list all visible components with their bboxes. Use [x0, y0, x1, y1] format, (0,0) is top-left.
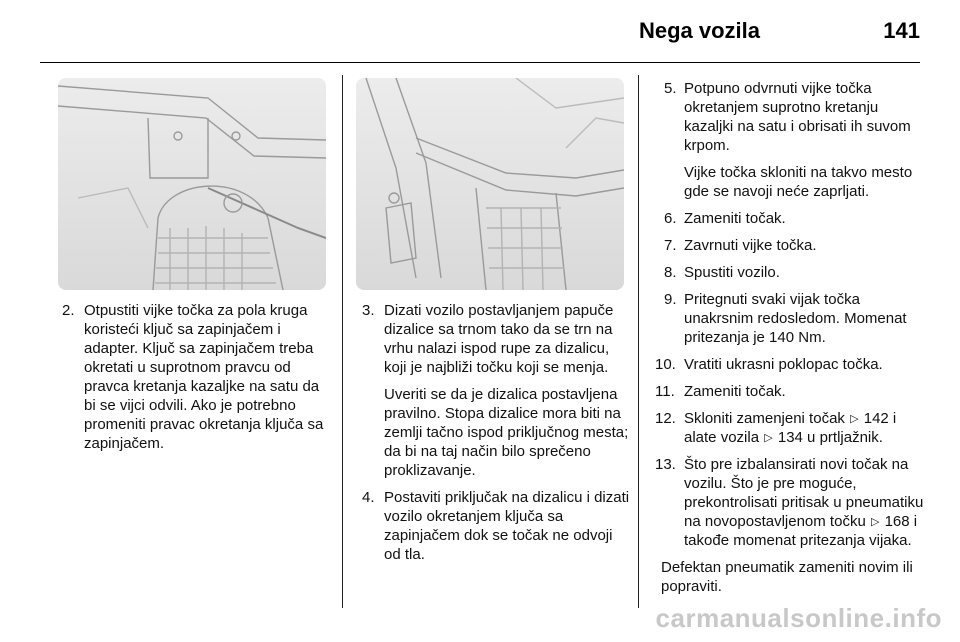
- step-number: 6.: [664, 210, 677, 227]
- step-number: 11.: [655, 383, 675, 400]
- wheel-bolts-drawing: [58, 78, 326, 290]
- wheel-bolts-illustration: [58, 78, 326, 290]
- step-number: 7.: [664, 237, 677, 254]
- step-text: Postaviti priključak na dizalicu i dizati vozilo okretanjem ključa sa zapinjačem dok se točak ne odvoji od tla.: [384, 489, 630, 563]
- step-text: Zameniti točak.: [684, 383, 786, 400]
- step-5: [655, 79, 925, 201]
- step-number: 5.: [664, 80, 677, 97]
- step-text: Otpustiti vijke točka za pola kruga koristeći ključ sa zapinjačem i adapter. Ključ sa zapinjačem treba okretati u suprotnom pravcu od pravca kretanja kazaljke na satu da bi se vijci odvili. Ako je potrebno promeniti pravac okretanja ključa sa zapinjačem.: [84, 302, 324, 452]
- jack-position-drawing: [356, 78, 624, 290]
- step-number: 9.: [664, 291, 677, 308]
- step-12: [655, 409, 925, 447]
- step-text-part: u prtljažnik.: [802, 429, 883, 446]
- column-3: [655, 79, 925, 596]
- step-10: [655, 355, 925, 374]
- step-number: 12.: [655, 410, 676, 427]
- step-text: Vratiti ukrasni poklopac točka.: [684, 356, 883, 373]
- step-number: 8.: [664, 264, 677, 281]
- step-4: [362, 488, 630, 564]
- step-number: 13.: [655, 456, 676, 473]
- page-reference-icon: ▷: [764, 432, 773, 444]
- step-note: Uveriti se da je dizalica postavljena pravilno. Stopa dizalice mora biti na zemlji tačno ispod priključnog mesta; da bi na taj način bilo sprečeno proklizavanje.: [384, 386, 629, 479]
- page-reference-icon: ▷: [850, 413, 859, 425]
- step-number: 3.: [362, 302, 375, 319]
- step-8: [655, 263, 925, 282]
- step-text: Zameniti točak.: [684, 210, 786, 227]
- page-reference: 134: [777, 429, 803, 446]
- step-2: [62, 301, 330, 453]
- header-divider: [40, 62, 920, 63]
- step-number: 10.: [655, 356, 676, 373]
- step-text: Spustiti vozilo.: [684, 264, 780, 281]
- step-text: Zavrnuti vijke točka.: [684, 237, 817, 254]
- section-title: Nega vozila: [638, 18, 760, 43]
- step-text-part: Skloniti zamenjeni točak: [684, 410, 850, 427]
- step-number: 4.: [362, 489, 375, 506]
- page-number: 141: [883, 18, 920, 43]
- step-11: [655, 382, 925, 401]
- step-text-part: Što pre izbalansirati novi točak na vozilu. Što je pre moguće, prekontrolisati pritisak u pneumatiku na novopostavljenom točku: [684, 456, 924, 530]
- column-divider-2: [638, 75, 639, 608]
- step-number: 2.: [62, 302, 75, 319]
- step-text: Potpuno odvrnuti vijke točka okretanjem suprotno kretanju kazaljki na satu i obrisati ih suvom krpom.: [684, 80, 911, 154]
- closing-note: Defektan pneumatik zameniti novim ili popraviti.: [661, 559, 913, 595]
- site-watermark: carmanualsonline.info: [655, 603, 942, 633]
- column-divider-1: [342, 75, 343, 608]
- step-text: Pritegnuti svaki vijak točka unakrsnim redosledom. Momenat pritezanja je 140 Nm.: [684, 291, 907, 346]
- step-6: [655, 209, 925, 228]
- step-note: Vijke točka skloniti na takvo mesto gde se navoji neće zaprljati.: [684, 164, 913, 200]
- step-text-part: i alate vozila: [684, 410, 897, 446]
- page-reference: 168: [884, 513, 910, 530]
- jack-position-illustration: [356, 78, 624, 290]
- page-reference-icon: ▷: [870, 516, 880, 528]
- column-1: [62, 301, 330, 461]
- step-3: [362, 301, 630, 480]
- page-reference: 142: [863, 410, 889, 427]
- step-7: [655, 236, 925, 255]
- step-text-part: i takođe momenat pritezanja vijaka.: [684, 513, 918, 549]
- step-text: Dizati vozilo postavljanjem papuče dizalice sa trnom tako da se trn na vrhu nalazi ispod rupe za dizalicu, koji je najbliži točku koji se menja.: [384, 302, 614, 376]
- step-13: [655, 455, 925, 550]
- step-9: [655, 290, 925, 347]
- column-2: [362, 301, 630, 572]
